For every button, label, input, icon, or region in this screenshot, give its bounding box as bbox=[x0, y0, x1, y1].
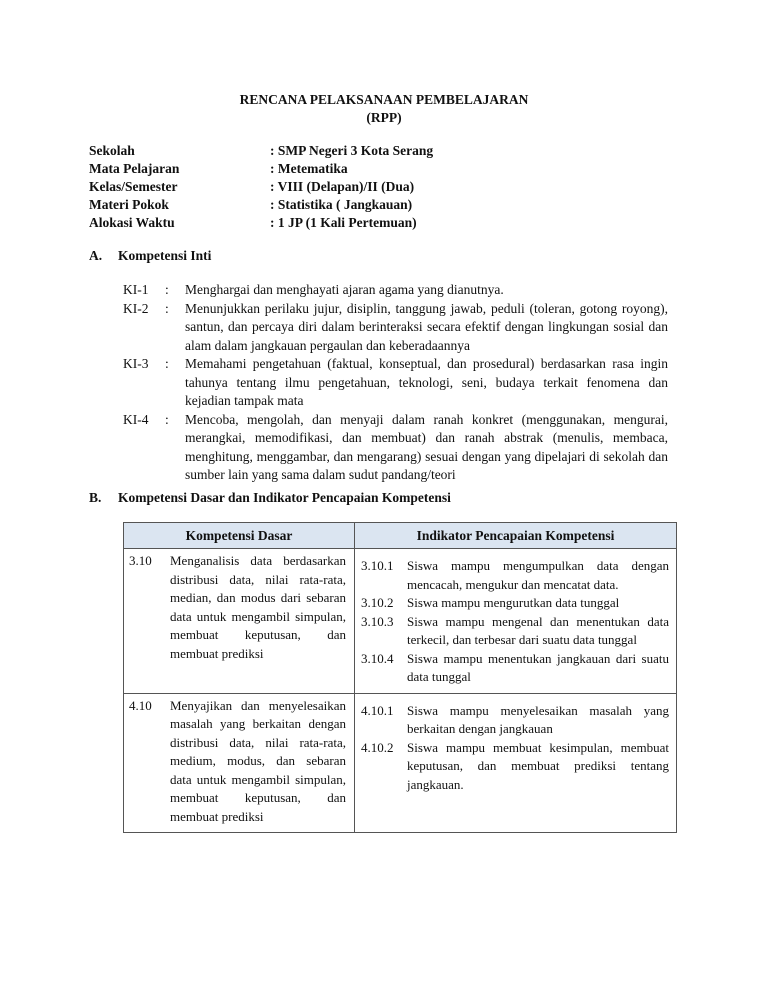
identity-value: : 1 JP (1 Kali Pertemuan) bbox=[270, 215, 417, 230]
identity-value: : SMP Negeri 3 Kota Serang bbox=[270, 143, 434, 158]
indicator-text: Siswa mampu mengurutkan data tunggal bbox=[407, 595, 620, 610]
list-item bbox=[123, 411, 668, 485]
document-subtitle: (RPP) bbox=[366, 110, 402, 125]
identity-row-time bbox=[89, 215, 433, 233]
kd-code: 4.10 bbox=[129, 697, 152, 713]
indicator-text: Siswa mampu mengenal dan menentukan data terkecil, dan terbesar dari suatu data tunggal bbox=[407, 613, 669, 647]
ki-text: Menghargai dan menghayati ajaran agama yang dianutnya. bbox=[185, 282, 504, 297]
indicator-item bbox=[361, 650, 669, 687]
indicator-item bbox=[361, 739, 669, 795]
ki-code: KI-3 bbox=[123, 356, 149, 371]
section-title: Kompetensi Inti bbox=[118, 248, 212, 263]
competency-table bbox=[123, 522, 677, 833]
list-item bbox=[123, 300, 668, 356]
kd-text: Menganalisis data berdasarkan distribusi data, nilai rata-rata, median, dan modus dari sebaran data untuk mengambil simpulan, membuat keputusan, dan membuat prediksi bbox=[170, 553, 346, 661]
ki-text: Memahami pengetahuan (faktual, konseptual, dan prosedural) berdasarkan rasa ingin tahunya tentang ilmu pengetahuan, teknologi, seni, budaya terkait fenomena dan kejadian tampak mata bbox=[185, 356, 668, 408]
identity-row-school bbox=[89, 143, 433, 161]
indicator-text: Siswa mampu membuat kesimpulan, membuat keputusan, dan membuat prediksi tentang jangkauan. bbox=[407, 739, 669, 792]
indicator-text: Siswa mampu menyelesaikan masalah yang berkaitan dengan jangkauan bbox=[407, 702, 669, 736]
table-cell bbox=[355, 693, 677, 833]
section-letter: A. bbox=[89, 248, 103, 263]
identity-row-subject bbox=[89, 161, 433, 179]
identity-row-topic bbox=[89, 197, 433, 215]
indicator-text: Siswa mampu mengumpulkan data dengan mencacah, mengukur dan mencatat data. bbox=[407, 558, 669, 592]
column-header-basic-competency: Kompetensi Dasar bbox=[124, 523, 355, 549]
ki-text: Mencoba, mengolah, dan menyaji dalam ranah konkret (menggunakan, mengurai, merangkai, memodifikasi, dan membuat) dan ranah abstrak (menulis, membaca, menghitung, menggambar, dan mengarang) sesuai dengan yang dipelajari di sekolah dan sumber lain yang sama dalam sudut pandang/teori bbox=[185, 411, 668, 482]
section-letter: B. bbox=[89, 490, 102, 505]
identity-value: : VIII (Delapan)/II (Dua) bbox=[270, 179, 415, 194]
ki-code: KI-2 bbox=[123, 300, 149, 316]
table-row bbox=[124, 549, 677, 694]
indicator-item bbox=[361, 594, 669, 613]
section-title: Kompetensi Dasar dan Indikator Pencapaian Kompetensi bbox=[118, 490, 451, 505]
identity-label: Sekolah bbox=[89, 143, 135, 158]
indicator-item bbox=[361, 702, 669, 739]
table-cell bbox=[124, 693, 355, 833]
list-item bbox=[123, 281, 668, 300]
section-a-heading bbox=[89, 248, 211, 264]
indicator-code: 4.10.2 bbox=[361, 739, 394, 755]
table-row bbox=[124, 693, 677, 833]
indicator-code: 3.10.1 bbox=[361, 558, 394, 573]
core-competency-list bbox=[123, 281, 668, 485]
document-title: RENCANA PELAKSANAAN PEMBELAJARAN bbox=[239, 92, 529, 107]
section-b-heading bbox=[89, 490, 451, 506]
list-item bbox=[123, 355, 668, 411]
ki-colon: : bbox=[165, 282, 169, 297]
indicator-code: 3.10.4 bbox=[361, 650, 394, 666]
indicator-text: Siswa mampu menentukan jangkauan dari suatu data tunggal bbox=[407, 650, 669, 684]
indicator-item bbox=[361, 613, 669, 650]
identity-label: Mata Pelajaran bbox=[89, 161, 180, 176]
indicator-code: 4.10.1 bbox=[361, 702, 394, 718]
ki-code: KI-4 bbox=[123, 411, 149, 427]
indicator-item bbox=[361, 557, 669, 594]
indicator-code: 3.10.3 bbox=[361, 613, 394, 629]
kd-text: Menyajikan dan menyelesaikan masalah yang berkaitan dengan distribusi data, nilai rata-rata, medium, modus, dan sebaran data untuk mengambil simpulan, membuat keputusan, dan membuat prediksi bbox=[170, 697, 346, 824]
column-header-indicators: Indikator Pencapaian Kompetensi bbox=[355, 523, 677, 549]
ki-code: KI-1 bbox=[123, 282, 149, 297]
table-header-row bbox=[124, 523, 677, 549]
identity-block bbox=[89, 143, 433, 233]
kd-code: 3.10 bbox=[129, 553, 152, 568]
table-cell bbox=[124, 549, 355, 694]
identity-label: Materi Pokok bbox=[89, 197, 169, 212]
identity-value: : Statistika ( Jangkauan) bbox=[270, 197, 413, 212]
identity-label: Alokasi Waktu bbox=[89, 215, 175, 230]
ki-colon: : bbox=[165, 411, 169, 427]
identity-value: : Metematika bbox=[270, 161, 348, 176]
identity-label: Kelas/Semester bbox=[89, 179, 178, 194]
indicator-code: 3.10.2 bbox=[361, 595, 394, 610]
ki-colon: : bbox=[165, 300, 169, 316]
ki-text: Menunjukkan perilaku jujur, disiplin, tanggung jawab, peduli (toleran, gotong royong), santun, dan percaya diri dalam berinteraksi secara efektif dengan lingkungan sosial dan alam dalam jangkauan pergaulan dan keberadaannya bbox=[185, 300, 668, 353]
ki-colon: : bbox=[165, 356, 169, 371]
table-cell bbox=[355, 549, 677, 694]
identity-row-class bbox=[89, 179, 433, 197]
